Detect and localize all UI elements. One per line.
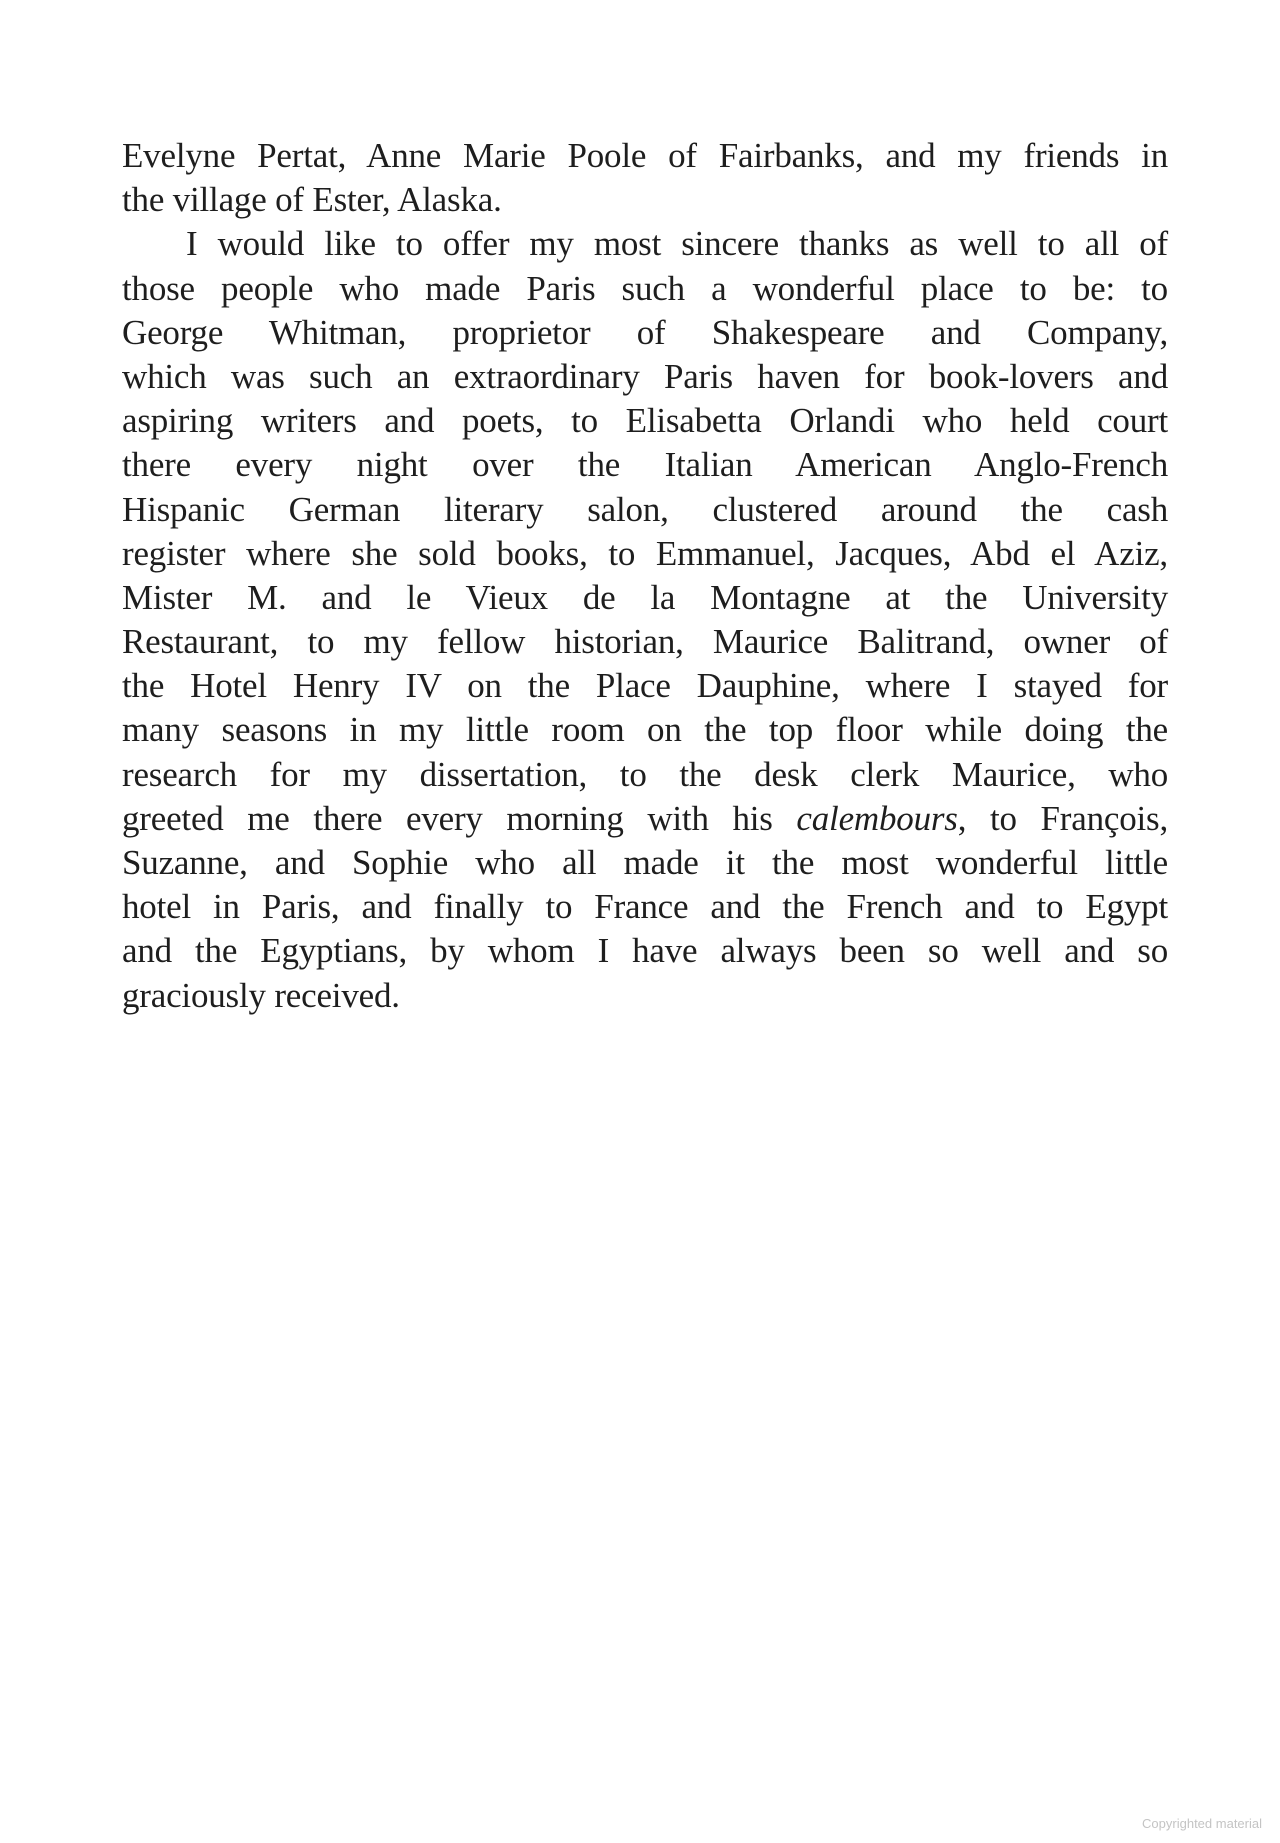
text-line: Mister M. and le Vieux de la Montagne at the University <box>122 577 1168 617</box>
text-line: George Whitman, proprietor of Shakespeare and Company, <box>122 312 1168 352</box>
text-line: Suzanne, and Sophie who all made it the most wonderful little <box>122 843 1168 882</box>
text-line: many seasons in my little room on the top floor while doing the <box>122 710 1168 750</box>
text-segment: , to François, <box>957 798 1168 838</box>
text-segment: greeted me there every morning with his <box>122 798 797 838</box>
text-line: Hispanic German literary salon, clustered around the cash <box>122 489 1168 529</box>
text-line: Restaurant, to my fellow historian, Maurice Balitrand, owner of <box>122 622 1168 662</box>
paragraph-paris-thanks <box>122 222 1168 1017</box>
text-line: Evelyne Pertat, Anne Marie Poole of Fairbanks, and my friends in <box>122 136 1168 175</box>
text-line: there every night over the Italian American Anglo-French <box>122 445 1168 485</box>
text-line: aspiring writers and poets, to Elisabetta Orlandi who held court <box>122 401 1168 441</box>
text-line <box>122 797 1168 841</box>
text-line: graciously received. <box>122 975 400 1015</box>
paragraph-acknowledgements-end <box>122 134 1168 222</box>
text-line: hotel in Paris, and finally to France and the French and to Egypt <box>122 887 1168 927</box>
text-line: register where she sold books, to Emmanuel, Jacques, Abd el Aziz, <box>122 533 1168 573</box>
text-line: the village of Ester, Alaska. <box>122 180 502 220</box>
copyright-watermark: Copyrighted material <box>1142 1816 1262 1831</box>
text-line: and the Egyptians, by whom I have always been so well and so <box>122 931 1168 971</box>
italic-term-calembours: calembours <box>796 798 958 838</box>
text-line: which was such an extraordinary Paris haven for book-lovers and <box>122 356 1168 396</box>
body-text <box>122 134 1168 1018</box>
text-line: the Hotel Henry IV on the Place Dauphine, where I stayed for <box>122 666 1168 706</box>
text-line: I would like to offer my most sincere thanks as well to all of <box>186 224 1168 264</box>
text-line: research for my dissertation, to the desk clerk Maurice, who <box>122 754 1168 794</box>
text-line: those people who made Paris such a wonderful place to be: to <box>122 268 1168 308</box>
